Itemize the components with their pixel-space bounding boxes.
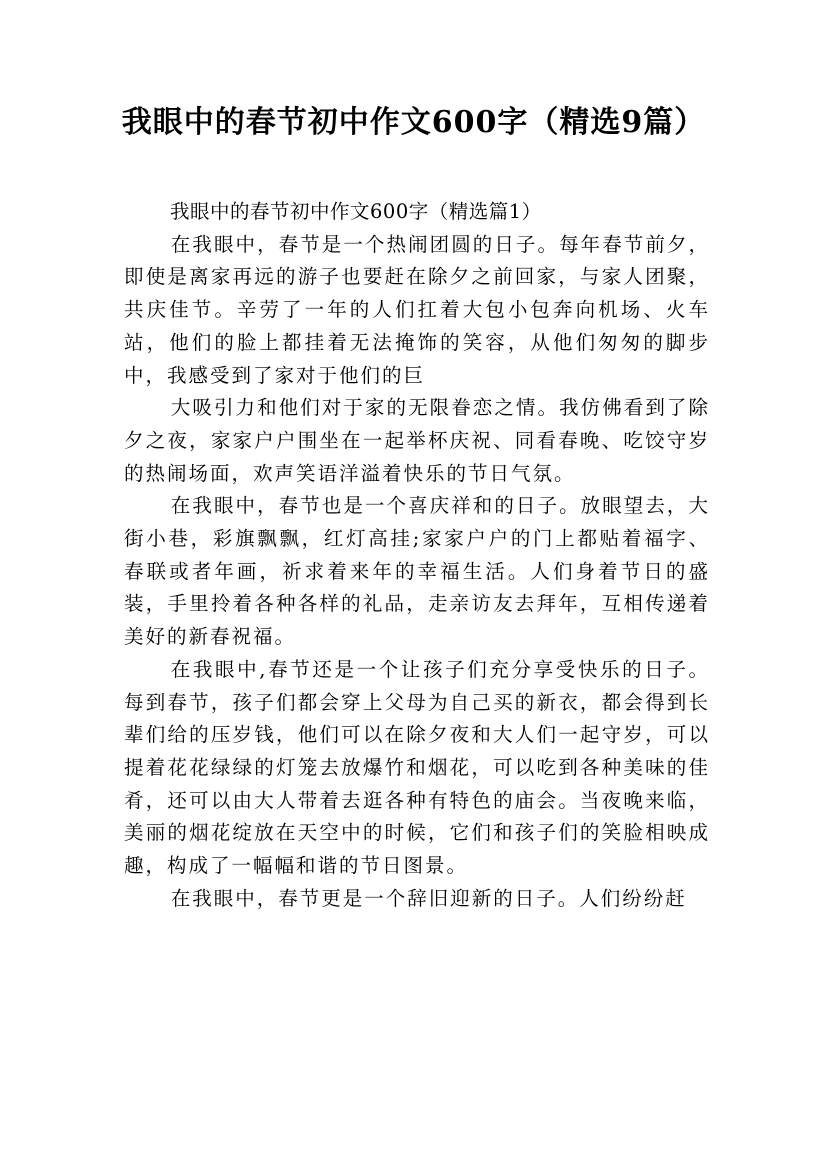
paragraph: 在我眼中，春节是一个热闹团圆的日子。每年春节前夕，即使是离家再远的游子也要赶在除夕之前回家，与家人团聚，共庆佳节。辛劳了一年的人们扛着大包小包奔向机场、火车站，他们的脸上都挂着无法掩饰的笑容，从他们匆匆的脚步中，我感受到了家对于他们的巨 (124, 232, 710, 387)
paragraph: 在我眼中,春节还是一个让孩子们充分享受快乐的日子。每到春节，孩子们都会穿上父母为自己买的新衣，都会得到长辈们给的压岁钱，他们可以在除夕夜和大人们一起守岁，可以提着花花绿绿的灯笼去放爆竹和烟花，可以吃到各种美味的佳肴，还可以由大人带着去逛各种有特色的庙会。当夜晚来临，美丽的烟花绽放在天空中的时候，它们和孩子们的笑脸相映成趣，构成了一幅幅和谐的节日图景。 (124, 657, 710, 878)
essay-subtitle: 我眼中的春节初中作文600字（精选篇1） (170, 200, 542, 223)
paragraph: 在我眼中，春节更是一个辞旧迎新的日子。人们纷纷赶 (170, 886, 687, 910)
document-body (124, 196, 710, 915)
paragraph: 大吸引力和他们对于家的无限眷恋之情。我仿佛看到了除夕之夜，家家户户围坐在一起举杯庆祝、同看春晚、吃饺守岁的热闹场面，欢声笑语洋溢着快乐的节日气氛。 (124, 396, 710, 485)
document-title: 我眼中的春节初中作文600字（精选9篇） (121, 105, 706, 140)
paragraph: 在我眼中，春节也是一个喜庆祥和的日子。放眼望去，大街小巷，彩旗飘飘，红灯高挂;家家户户的门上都贴着福字、春联或者年画，祈求着来年的幸福生活。人们身着节日的盛装，手里拎着各种各样的礼品，走亲访友去拜年，互相传递着美好的新春祝福。 (124, 494, 710, 649)
